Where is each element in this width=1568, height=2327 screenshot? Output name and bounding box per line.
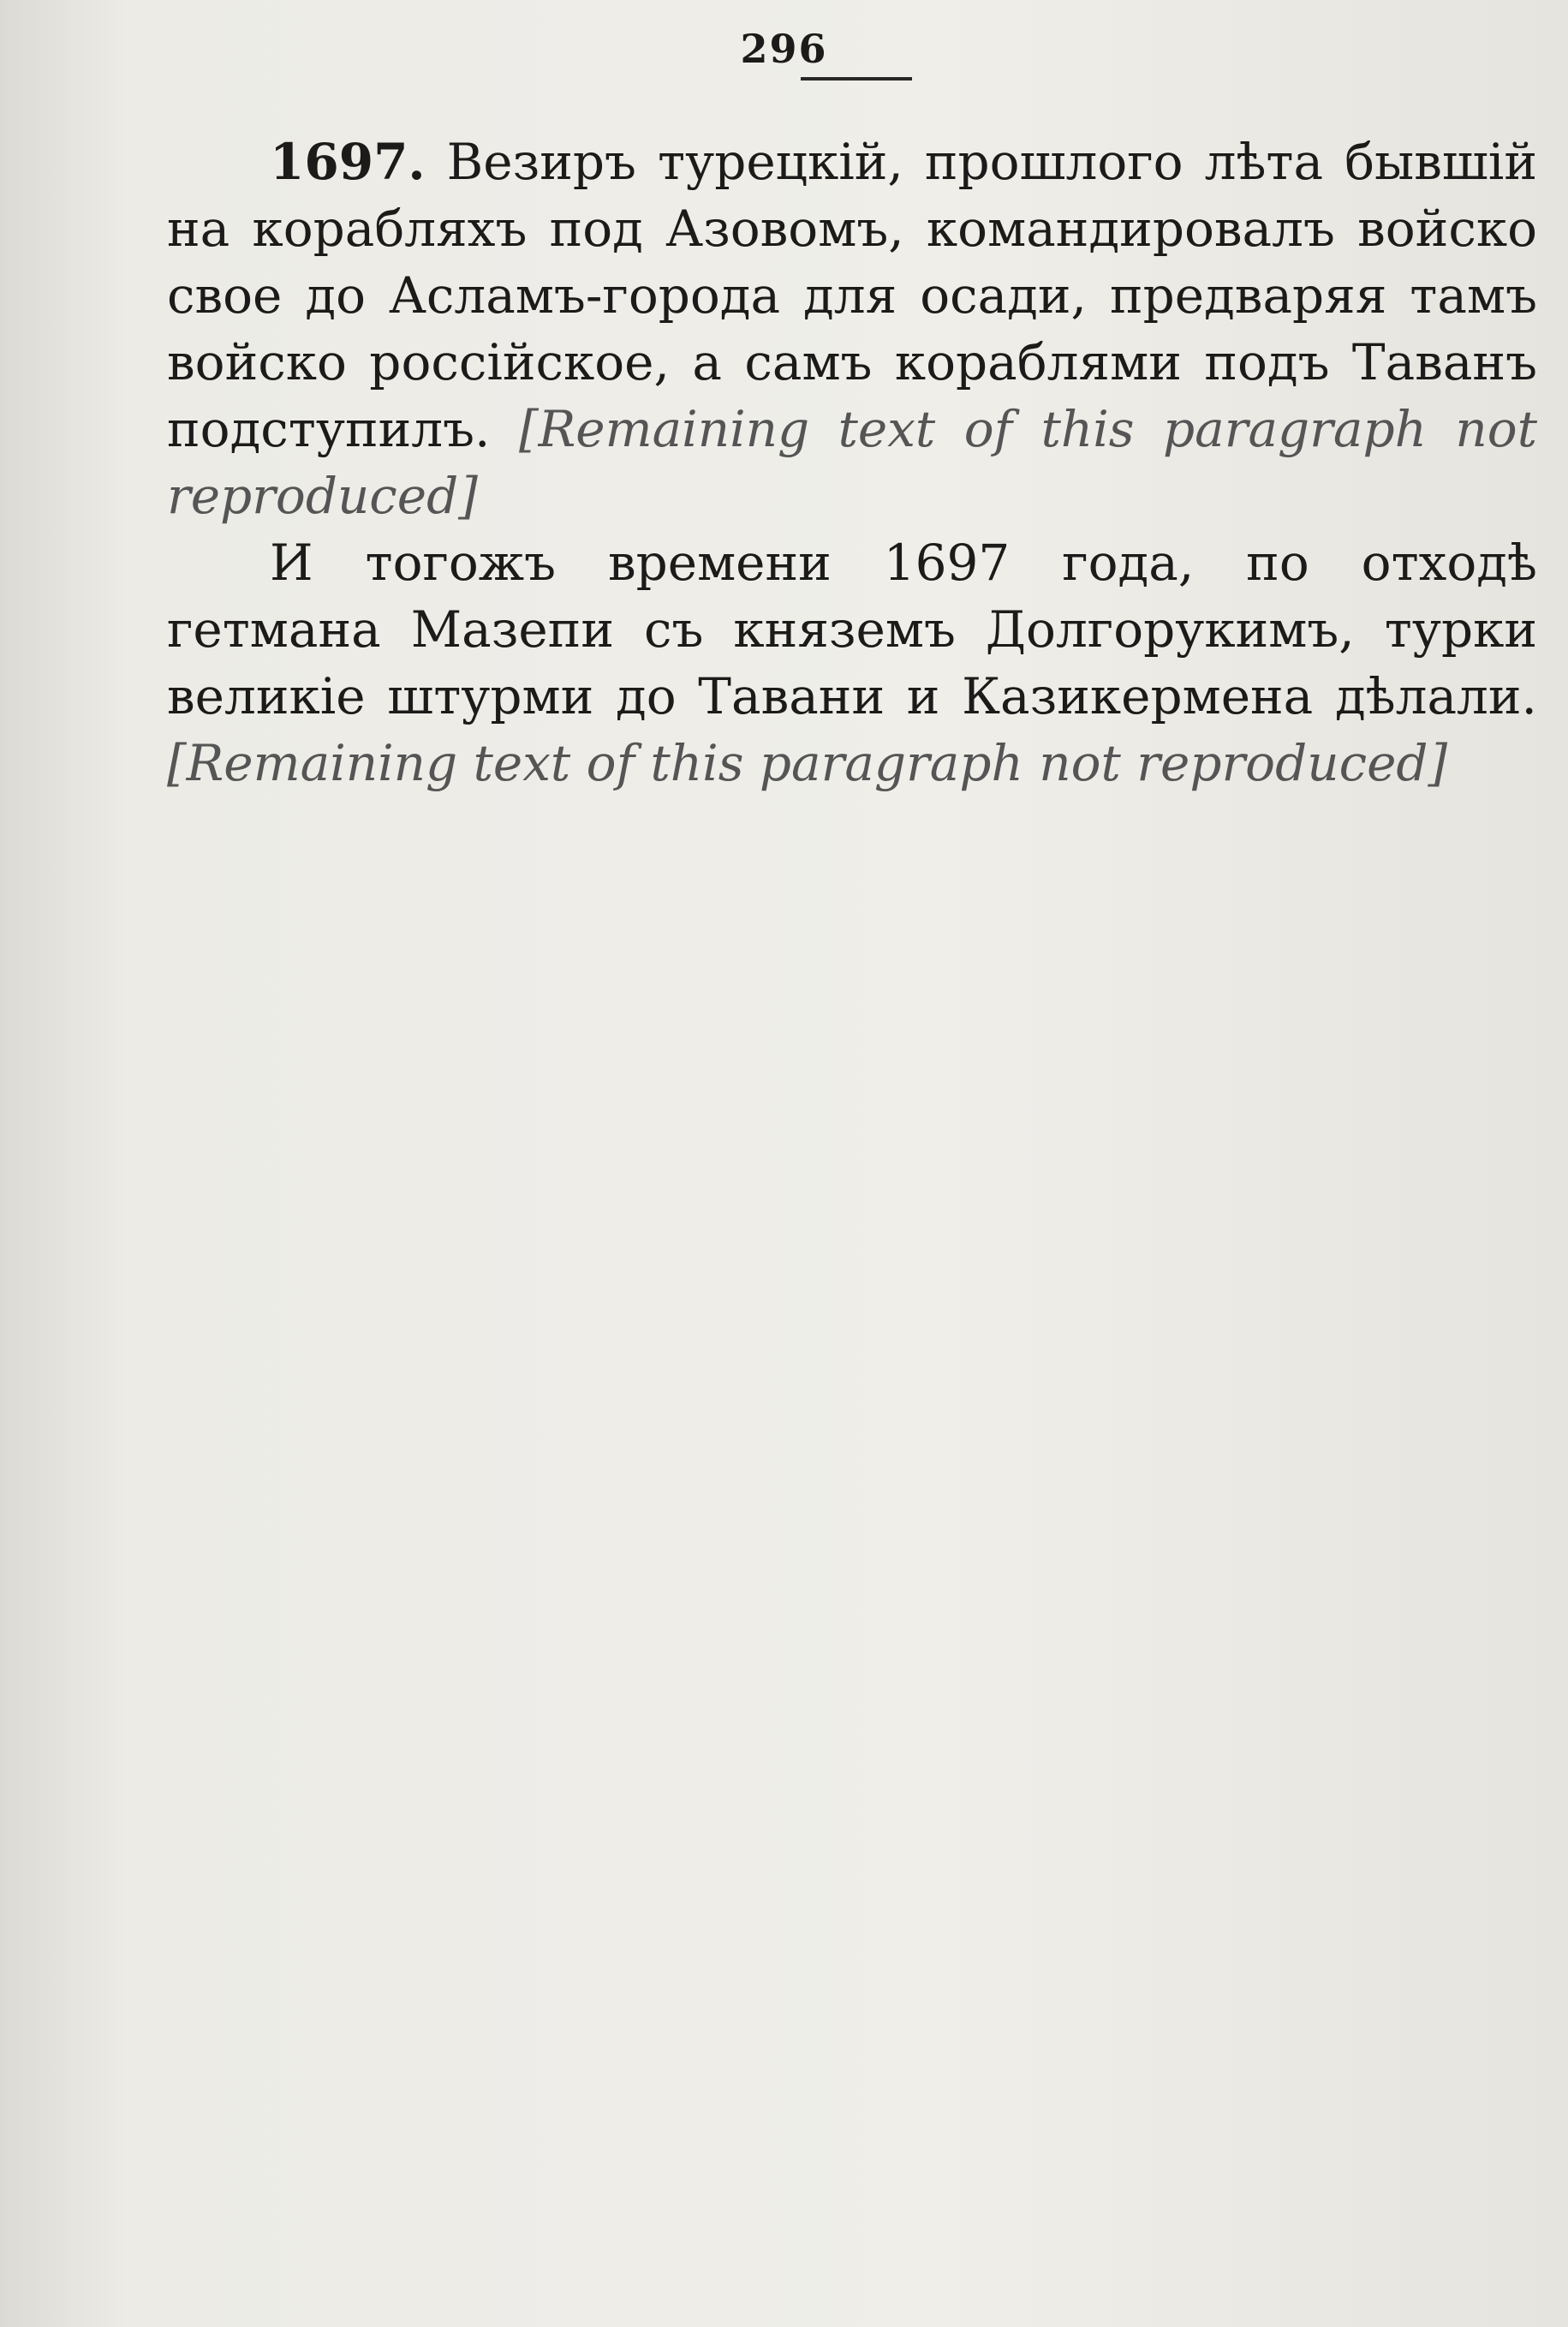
page-number-rule (801, 77, 912, 81)
paragraph-2-note: [Remaining text of this paragraph not reproduced] (167, 734, 1448, 792)
paragraph-2 (167, 529, 1537, 797)
page-body (167, 128, 1537, 797)
paragraph-1-note: [Remaining text of this paragraph not reproduced] (167, 400, 1538, 525)
paragraph-1-year: 1697. (270, 133, 426, 191)
page-number: 296 (740, 26, 828, 72)
paragraph-1 (167, 128, 1537, 529)
paragraph-1-text: Везиръ турецкій, прошлого лѣта бывшій на корабляхъ под Азовомъ, командировалъ войско свое до Асламъ-города для осади, предваряя тамъ войско россійское, а самъ кораблями подъ Таванъ подступилъ. (167, 133, 1537, 458)
paragraph-2-text: И тогожъ времени 1697 года, по отходѣ гетмана Мазепи съ княземъ Долгорукимъ, турки великіе штурми до Тавани и Казикермена дѣлали. (167, 534, 1537, 725)
